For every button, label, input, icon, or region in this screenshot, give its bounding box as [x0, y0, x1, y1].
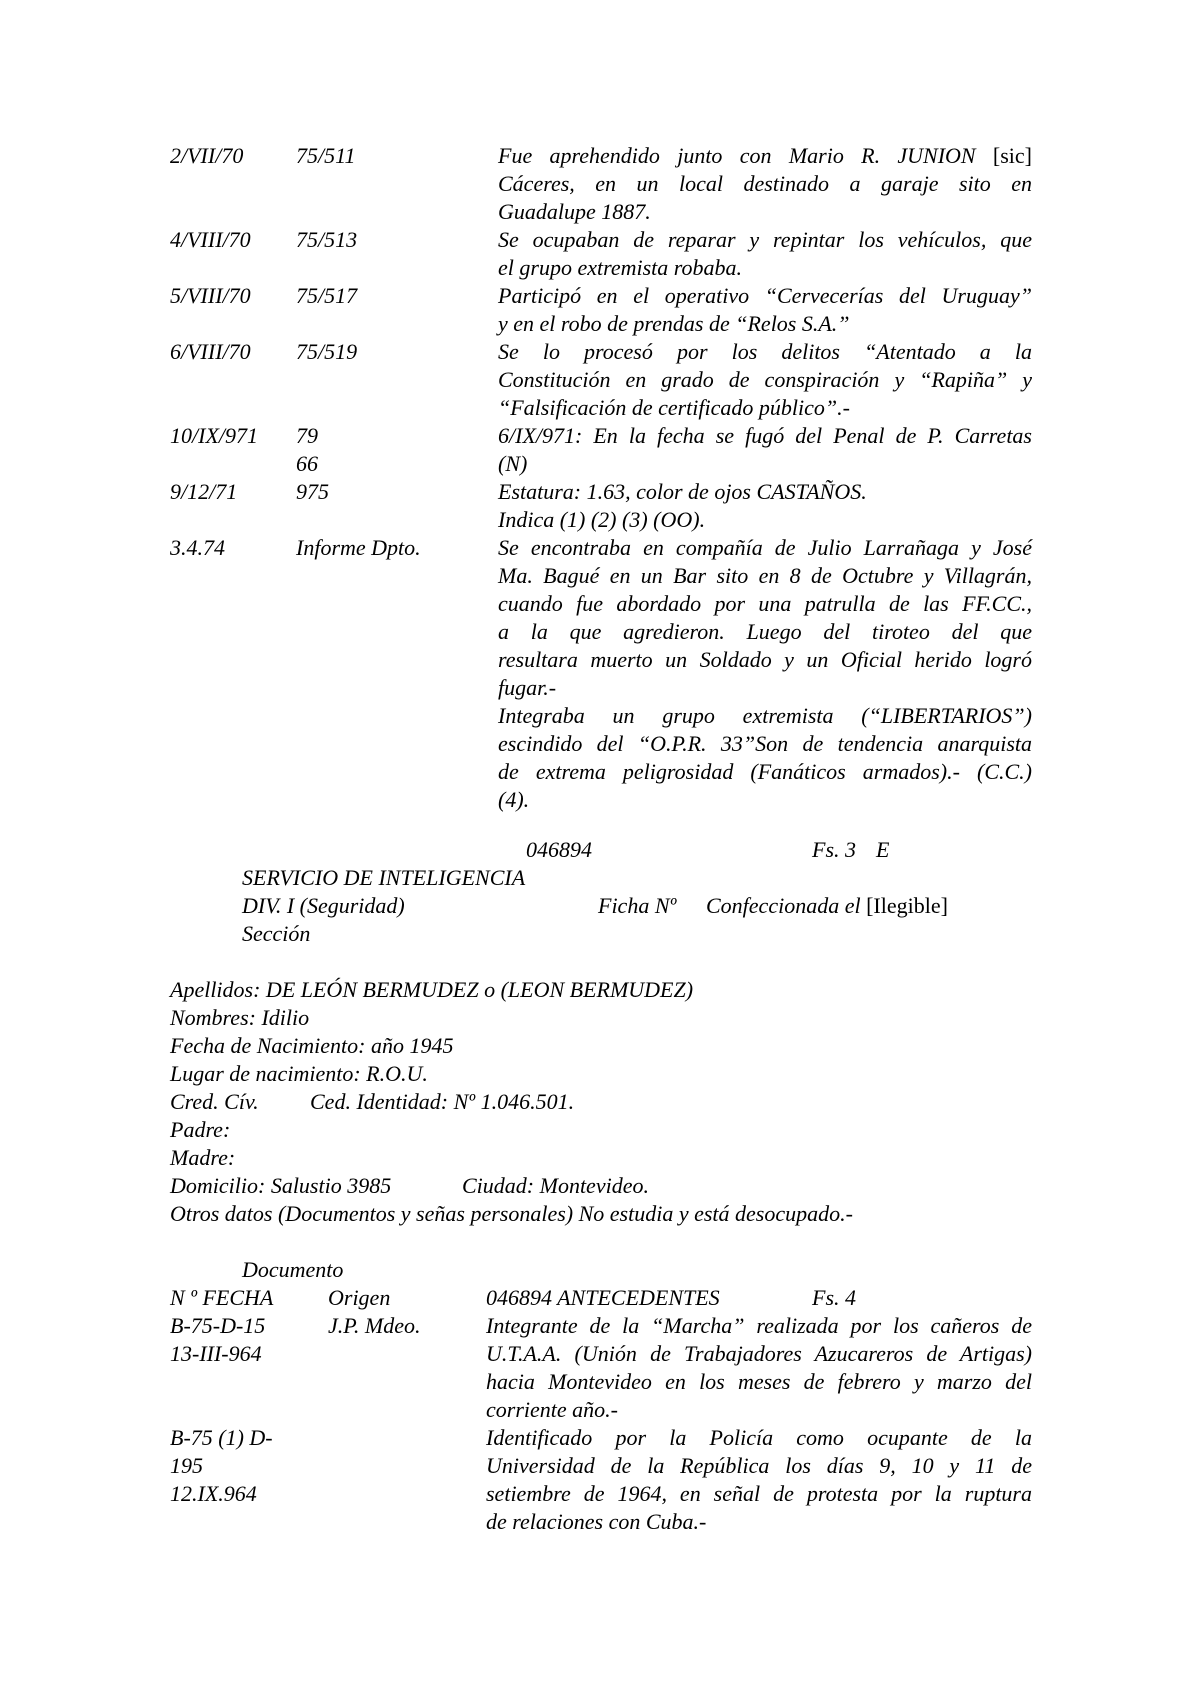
antecedentes-title: 046894 ANTECEDENTES	[486, 1285, 720, 1310]
record-ref: Informe Dpto.	[296, 535, 421, 560]
mother: Madre:	[170, 1145, 236, 1170]
record-description: Se lo procesó por los delitos “Atentado a la Constitución en grado de conspiración y “Rapiña” y “Falsificación de certificado público”.-	[498, 339, 1032, 420]
division-label: DIV. I (Seguridad)	[242, 893, 405, 918]
record-description: Participó en el operativo “Cervecerías del Uruguay” y en el robo de prendas de “Relos S.A.”	[498, 283, 1032, 336]
record-ref: 66	[296, 451, 318, 476]
folio-label: Fs. 3	[812, 837, 856, 862]
birth-place: Lugar de nacimiento: R.O.U.	[170, 1061, 428, 1086]
record-date: 6/VIII/70	[170, 339, 251, 364]
record-date: 4/VIII/70	[170, 227, 251, 252]
record-ref: 75/517	[296, 283, 358, 308]
record-ref: 75/513	[296, 227, 358, 252]
record-ref: 975	[296, 479, 329, 504]
record-ref: 75/519	[296, 339, 358, 364]
doc-origin: J.P. Mdeo.	[328, 1313, 421, 1338]
record-description: Estatura: 1.63, color de ojos CASTAÑOS. Indica (1) (2) (3) (OO).	[498, 479, 867, 532]
record-description: Fue aprehendido junto con Mario R. JUNION [sic] Cáceres, en un local destinado a garaje sito en Guadalupe 1887.	[498, 143, 1032, 224]
column-header-number-date: N º FECHA	[170, 1285, 274, 1310]
first-names: Nombres: Idilio	[170, 1005, 310, 1030]
civic-credential: Cred. Cív.	[170, 1089, 259, 1114]
identity-card: Ced. Identidad: Nº 1.046.501.	[310, 1089, 575, 1114]
column-header-origin: Origen	[328, 1285, 391, 1310]
service-title: SERVICIO DE INTELIGENCIA	[242, 865, 526, 890]
document-label: Documento	[242, 1257, 344, 1282]
record-date: 5/VIII/70	[170, 283, 251, 308]
surnames: Apellidos: DE LEÓN BERMUDEZ o (LEON BERMUDEZ)	[170, 977, 694, 1002]
record-date: 10/IX/971	[170, 423, 258, 448]
doc-reference: 195	[170, 1453, 203, 1478]
father: Padre:	[170, 1117, 231, 1142]
ficha-label: Ficha Nº	[598, 893, 677, 918]
doc-date: 12.IX.964	[170, 1481, 257, 1506]
antecedent-description: Integrante de la “Marcha” realizada por los cañeros de U.T.A.A. (Unión de Trabajadores Azucareros de Artigas) hacia Montevideo en los meses de febrero y marzo del corriente año.-	[486, 1313, 1032, 1422]
illegible-note: [Ilegible]	[866, 893, 948, 918]
doc-reference: B-75 (1) D-	[170, 1425, 273, 1450]
city: Ciudad: Montevideo.	[462, 1173, 649, 1198]
doc-reference: B-75-D-15	[170, 1313, 266, 1338]
folio-letter: E	[876, 837, 890, 862]
confeccionada-line: Confeccionada el [Ilegible]	[706, 893, 948, 918]
birth-date: Fecha de Nacimiento: año 1945	[170, 1033, 454, 1058]
record-description: Se ocupaban de reparar y repintar los vehículos, que el grupo extremista robaba.	[498, 227, 1032, 280]
record-ref: 75/511	[296, 143, 356, 168]
record-ref: 79	[296, 423, 318, 448]
other-data: Otros datos (Documentos y señas personales) No estudia y está desocupado.-	[170, 1201, 853, 1226]
antecedent-description: Identificado por la Policía como ocupante de la Universidad de la República los días 9, 10 y 11 de setiembre de 1964, en señal de protesta por la ruptura de relaciones con Cuba.-	[486, 1425, 1032, 1534]
doc-date: 13-III-964	[170, 1341, 262, 1366]
record-date: 3.4.74	[170, 535, 225, 560]
record-date: 2/VII/70	[170, 143, 244, 168]
record-date: 9/12/71	[170, 479, 238, 504]
section-label: Sección	[242, 921, 311, 946]
ficha-number: 046894	[526, 837, 592, 862]
record-description: Se encontraba en compañía de Julio Larrañaga y José Ma. Bagué en un Bar sito en 8 de Octubre y Villagrán, cuando fue abordado por una patrulla de las FF.CC., a la que agredieron. Luego del tiroteo del que resultara muerto un Soldado y un Oficial herido logró fugar.- Integraba un grupo extremista (“LIBERTARIOS”) escindido del “O.P.R. 33”Son de tendencia anarquista de extrema peligrosidad (Fanáticos armados).- (C.C.) (4).	[498, 535, 1032, 812]
folio-label: Fs. 4	[812, 1285, 856, 1310]
address: Domicilio: Salustio 3985	[170, 1173, 392, 1198]
sic-note: [sic]	[992, 143, 1032, 168]
record-description: 6/IX/971: En la fecha se fugó del Penal de P. Carretas (N)	[498, 423, 1032, 476]
